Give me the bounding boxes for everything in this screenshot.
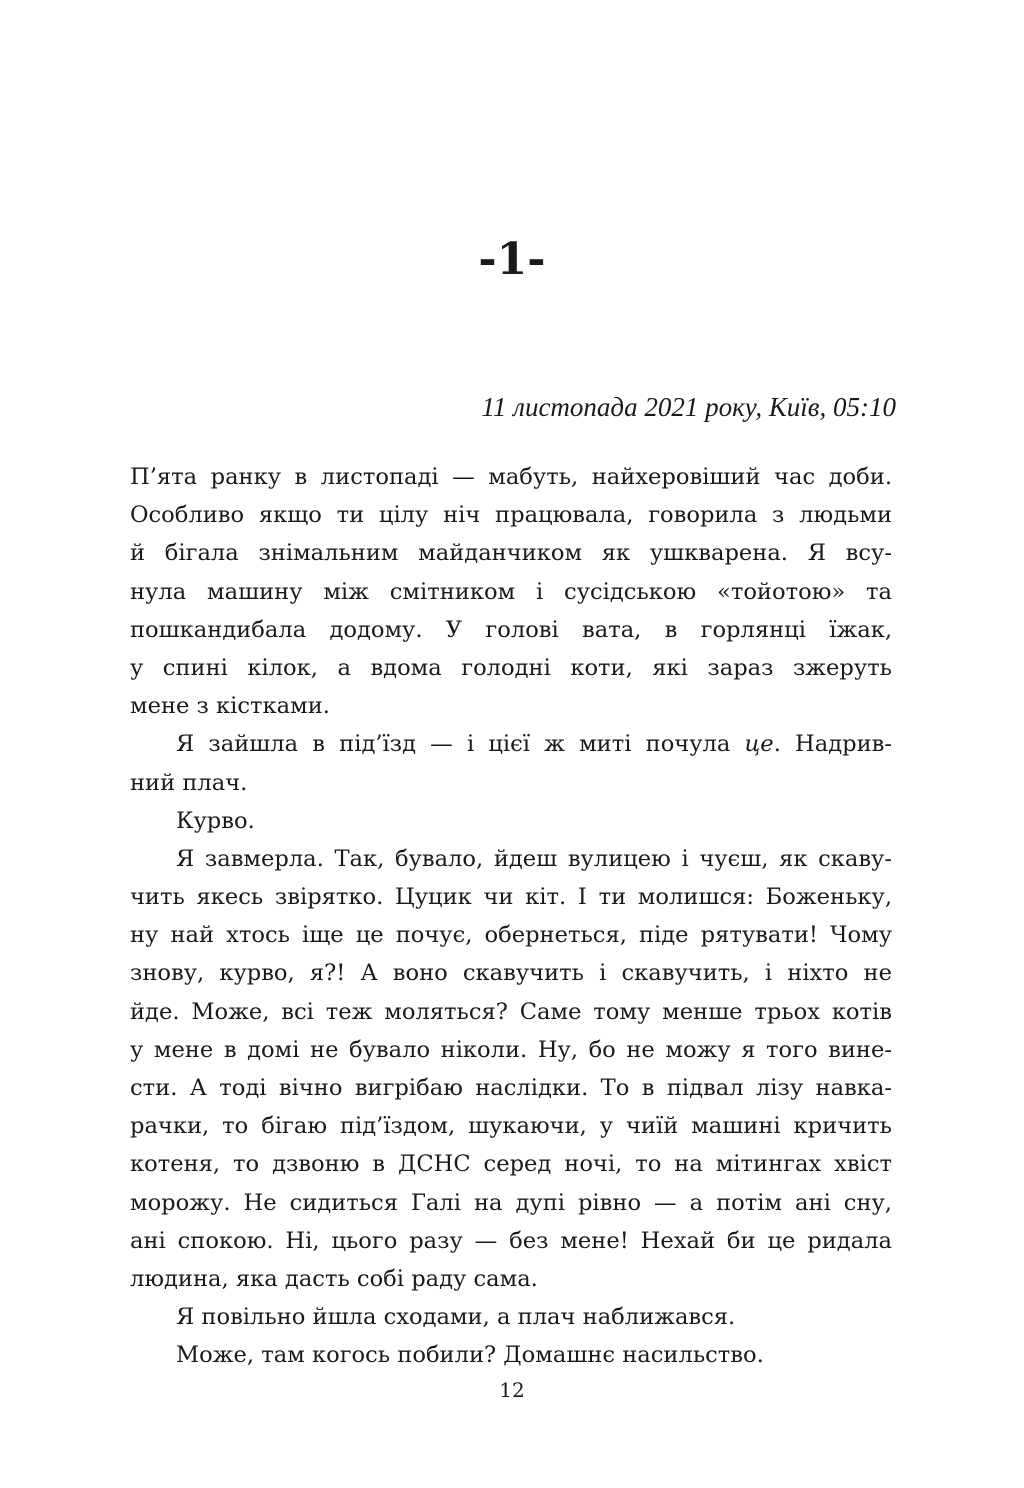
text-line: у мене в домі не бувало ніколи. Ну, бо не можу я того вине-	[130, 1036, 892, 1063]
text-line: у спині кілок, а вдома голодні коти, які зараз зжеруть	[130, 654, 892, 681]
text-line: П’ята ранку в листопаді — мабуть, найхеровіший час доби.	[130, 464, 892, 490]
chapter-number: -1-	[478, 234, 546, 285]
chapter-dateline: 11 листопада 2021 року, Київ, 05:10	[481, 392, 896, 422]
text-line: людина, яка дасть собі раду сама.	[130, 1265, 538, 1292]
text-line: сти. А тоді вічно вигрібаю наслідки. То в підвал лізу навка-	[130, 1075, 892, 1101]
text-line: ані спокою. Ні, цього разу — без мене! Нехай би це ридала	[130, 1227, 892, 1254]
text-line: Може, там когось побили? Домашнє насильство.	[176, 1342, 764, 1369]
text-segment: . Надрив-	[773, 731, 893, 758]
text-line: йде. Може, всі теж моляться? Саме тому менше трьох котів	[130, 998, 892, 1025]
body-text	[130, 458, 892, 1375]
text-line: Я завмерла. Так, бувало, йдеш вулицею і чуєш, як скаву-	[176, 845, 892, 872]
text-line	[130, 725, 892, 763]
text-line: мене з кістками.	[130, 693, 330, 720]
text-line: чить якесь звірятко. Цуцик чи кіт. І ти молишся: Боженьку,	[130, 884, 892, 911]
text-line: ну най хтось іще це почує, обернеться, піде рятувати! Чому	[130, 922, 892, 949]
emphasis-word: це	[744, 731, 774, 758]
text-segment: Я зайшла в під’їзд — і цієї ж миті почула	[176, 731, 745, 758]
text-line: пошкандибала додому. У голові вата, в горлянці їжак,	[130, 616, 892, 643]
text-line: морожу. Не сидиться Галі на дупі рівно — а потім ані сну,	[130, 1189, 892, 1216]
page-number: 12	[499, 1378, 525, 1402]
text-line: Особливо якщо ти цілу ніч працювала, говорила з людьми	[130, 502, 892, 529]
text-line: ний плач.	[130, 769, 248, 796]
text-line: котеня, то дзвоню в ДСНС серед ночі, то на мітингах хвіст	[130, 1151, 892, 1178]
text-line: Я повільно йшла сходами, а плач наближався.	[176, 1304, 736, 1331]
text-line: рачки, то бігаю під’їздом, шукаючи, у чиїй машині кричить	[130, 1113, 892, 1140]
text-line: Курво.	[176, 807, 255, 834]
text-line: знову, курво, я?! А воно скавучить і скавучить, і ніхто не	[130, 960, 892, 987]
text-line: нула машину між смітником і сусідською «тойотою» та	[130, 578, 892, 605]
text-line: й бігала знімальним майданчиком як ушкварена. Я всу-	[130, 540, 892, 567]
